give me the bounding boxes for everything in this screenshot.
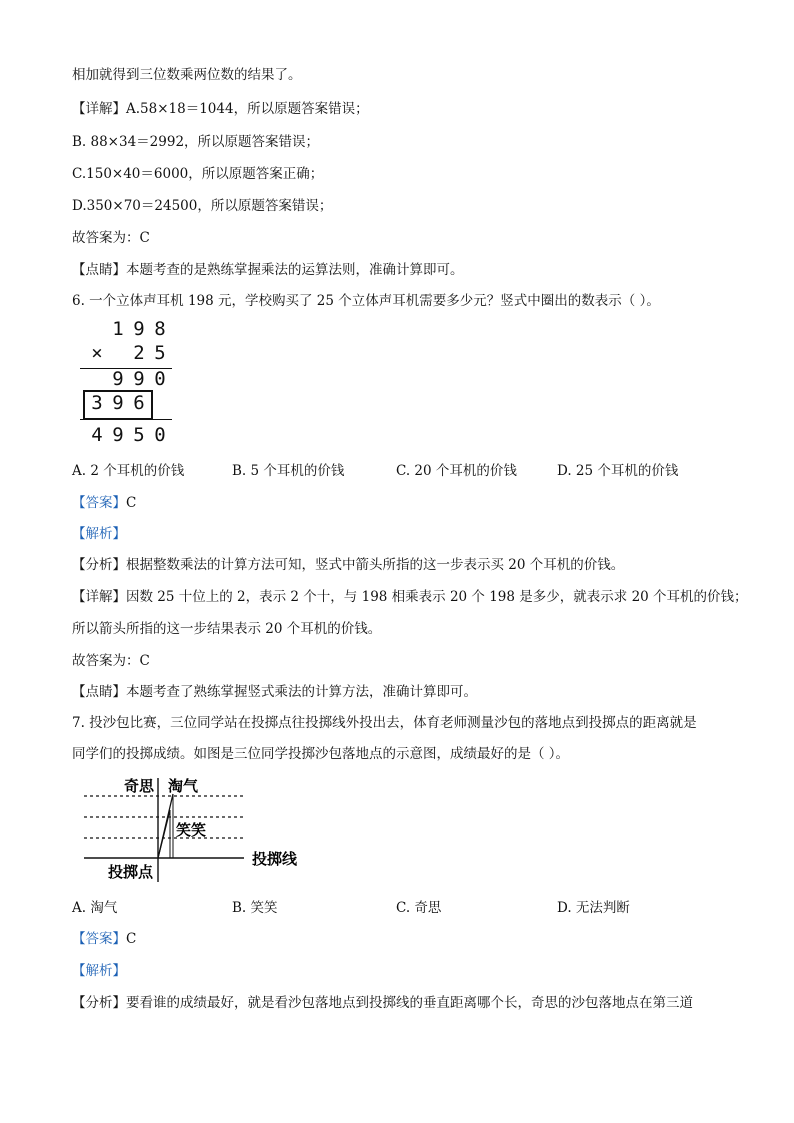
- section-tag: 【详解】: [72, 101, 126, 117]
- section-tag: 【答案】: [72, 931, 126, 947]
- analysis-tag: 【解析】: [72, 963, 126, 979]
- text-span: A.58×18＝1044，所以原题答案错误；: [126, 101, 369, 117]
- label-throw-line: 投掷线: [252, 850, 298, 868]
- option-a: A. 2 个耳机的价钱: [72, 463, 185, 479]
- option-d: D. 无法判断: [557, 900, 630, 916]
- question-7-stem: 7. 投沙包比赛，三位同学站在投掷点往投掷线外投出去，体育老师测量沙包的落地点到投掷点的距离就是: [72, 715, 697, 731]
- question-6-stem: 6. 一个立体声耳机 198 元，学校购买了 25 个立体声耳机需要多少元？竖式中圈出的数表示（ ）。: [72, 293, 660, 309]
- label-qisi: 奇思: [124, 777, 155, 795]
- digit: 9: [112, 424, 124, 446]
- text-line: D.350×70＝24500，所以原题答案错误；: [72, 198, 333, 214]
- option-b: B. 5 个耳机的价钱: [232, 463, 345, 479]
- option-c: C. 20 个耳机的价钱: [396, 463, 517, 479]
- answer-line: 故答案为：C: [72, 230, 150, 246]
- section-tag: 【详解】: [72, 589, 126, 605]
- text-line: [72, 556, 624, 574]
- throw-diagram-svg: [84, 772, 314, 887]
- digit: 4: [91, 424, 103, 446]
- option-c: C. 奇思: [396, 900, 442, 916]
- digit: 9: [133, 318, 145, 340]
- digit: 1: [112, 318, 124, 340]
- text-line: [72, 261, 464, 279]
- answer-value: C: [126, 495, 137, 511]
- digit: 8: [154, 318, 166, 340]
- answer-value: C: [126, 931, 137, 947]
- text-span: 要看谁的成绩最好，就是看沙包落地点到投掷线的垂直距离哪个长，奇思的沙包落地点在第三道: [126, 995, 693, 1011]
- divider-line: [80, 419, 172, 420]
- label-taoqi: 淘气: [168, 777, 199, 795]
- text-span: 因数 25 十位上的 2，表示 2 个十，与 198 相乘表示 20 个 198 是多少，就表示求 20 个耳机的价钱；: [126, 589, 748, 605]
- digit: 9: [112, 368, 124, 390]
- digit: 9: [133, 368, 145, 390]
- text-line: C.150×40＝6000，所以原题答案正确；: [72, 166, 324, 182]
- text-span: 本题考查的是熟练掌握乘法的运算法则，准确计算即可。: [126, 262, 464, 278]
- digit: 0: [154, 368, 166, 390]
- digit: 0: [154, 424, 166, 446]
- digit: 3: [91, 392, 103, 414]
- text-line: 所以箭头所指的这一步结果表示 20 个耳机的价钱。: [72, 621, 382, 637]
- digit: 2: [133, 342, 145, 364]
- option-b: B. 笑笑: [232, 900, 278, 916]
- text-line: [72, 994, 693, 1012]
- analysis-tag: 【解析】: [72, 526, 126, 542]
- section-tag: 【分析】: [72, 995, 126, 1011]
- vertical-multiplication: [80, 318, 180, 453]
- digit: 9: [112, 392, 124, 414]
- section-tag: 【点睛】: [72, 684, 126, 700]
- option-a: A. 淘气: [72, 900, 118, 916]
- question-7-stem: 同学们的投掷成绩。如图是三位同学投掷沙包落地点的示意图，成绩最好的是（ ）。: [72, 746, 570, 762]
- label-xiaoxiao: 笑笑: [176, 821, 207, 839]
- text-line: [72, 683, 477, 701]
- text-line: 相加就得到三位数乘两位数的结果了。: [72, 67, 302, 83]
- digit: 5: [133, 424, 145, 446]
- answer-line: [72, 494, 136, 512]
- digit: 5: [154, 342, 166, 364]
- section-tag: 【分析】: [72, 557, 126, 573]
- text-span: 本题考查了熟练掌握竖式乘法的计算方法，准确计算即可。: [126, 684, 477, 700]
- answer-line: 故答案为：C: [72, 653, 150, 669]
- text-line: B. 88×34＝2992，所以原题答案错误；: [72, 134, 320, 150]
- section-tag: 【点睛】: [72, 262, 126, 278]
- section-tag: 【答案】: [72, 495, 126, 511]
- option-d: D. 25 个耳机的价钱: [557, 463, 679, 479]
- text-span: 根据整数乘法的计算方法可知，竖式中箭头所指的这一步表示买 20 个耳机的价钱。: [126, 557, 625, 573]
- multiply-sign: ×: [91, 342, 103, 364]
- answer-line: [72, 930, 136, 948]
- text-line: [72, 100, 369, 118]
- digit: 6: [133, 392, 145, 414]
- label-throw-point: 投掷点: [108, 863, 154, 881]
- text-line: [72, 588, 748, 606]
- throw-diagram: [84, 772, 314, 891]
